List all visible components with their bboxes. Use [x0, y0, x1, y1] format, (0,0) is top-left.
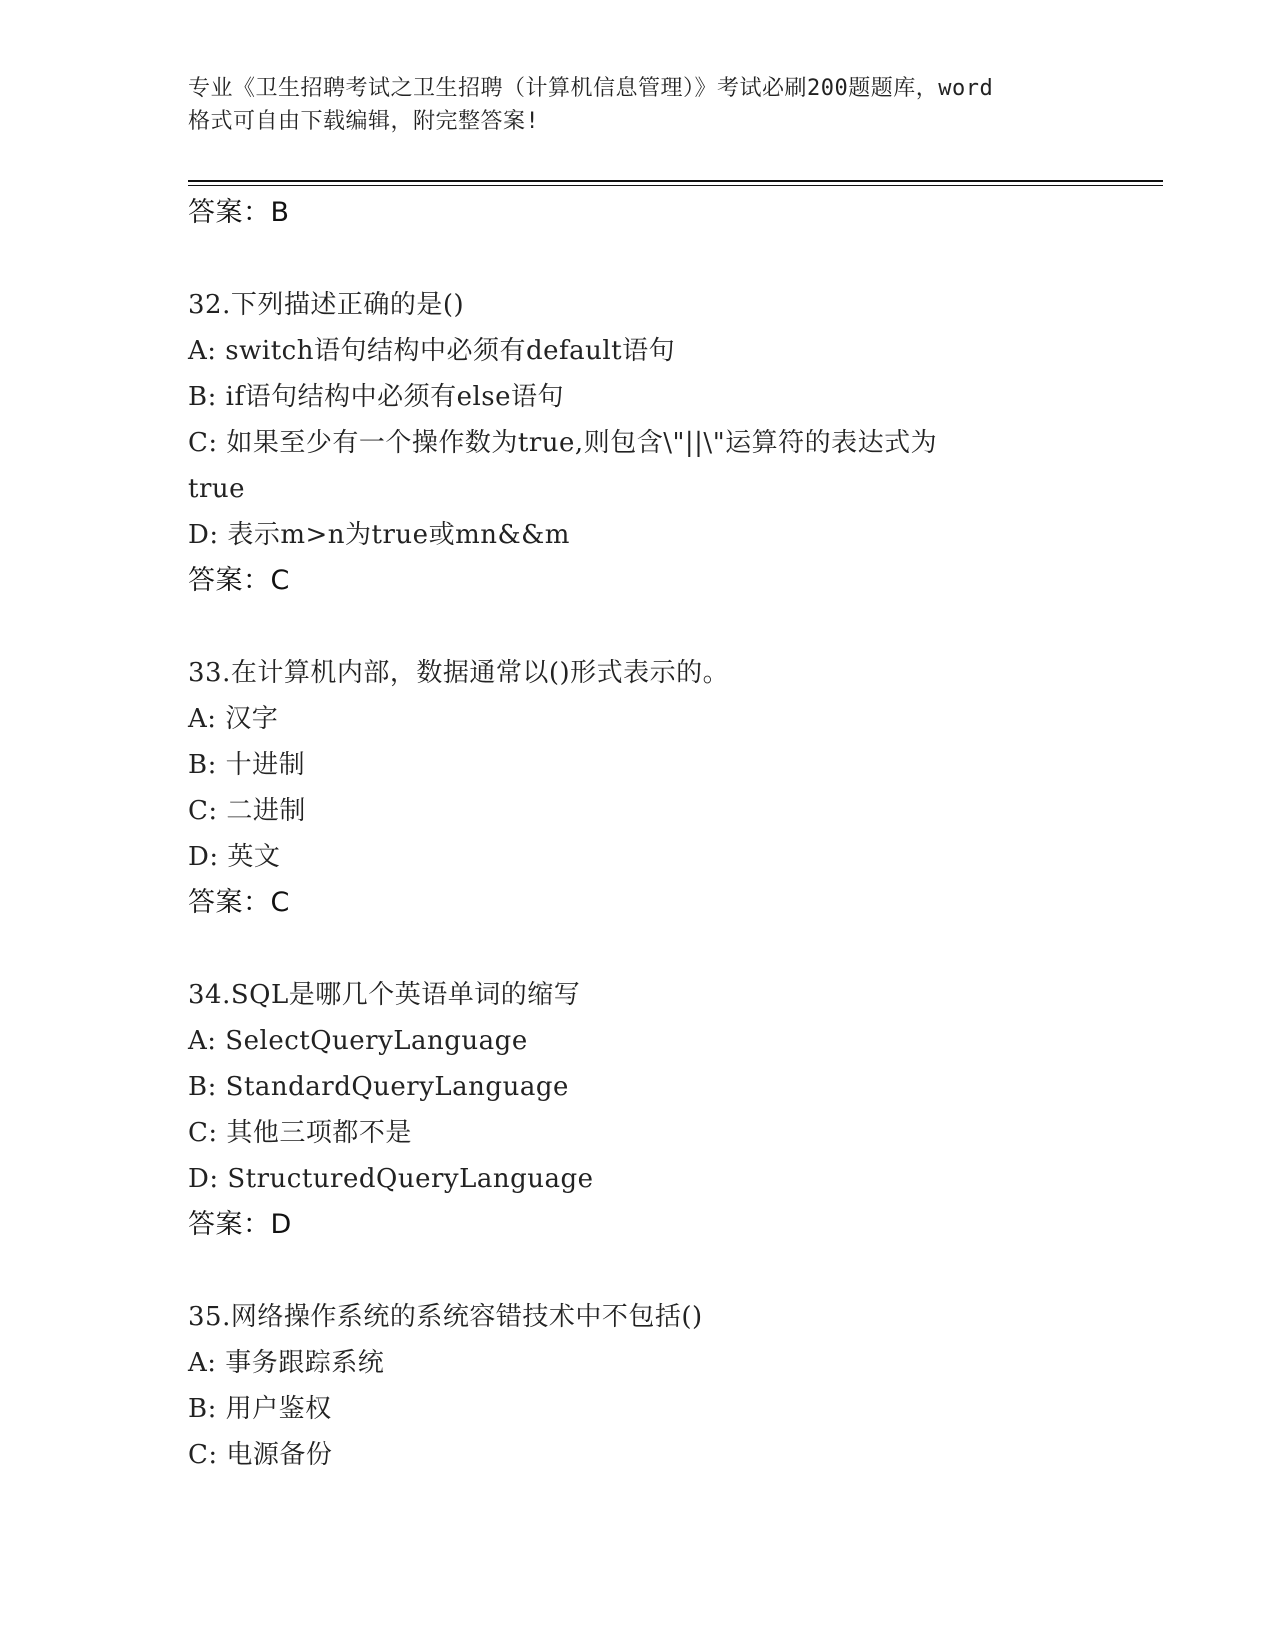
answer-line: 答案：D — [188, 1209, 292, 1240]
header-divider-thin — [188, 185, 1163, 186]
option-line: C: 如果至少有一个操作数为true,则包含\"||\"运算符的表达式为 — [188, 428, 938, 458]
header-divider-thick — [188, 180, 1163, 182]
question-stem: 33.在计算机内部，数据通常以()形式表示的。 — [188, 658, 730, 688]
question-block — [188, 1294, 1163, 1478]
document-header — [188, 72, 1088, 138]
question-block — [188, 972, 1163, 1248]
question-stem: 34.SQL是哪几个英语单词的缩写 — [188, 980, 581, 1010]
answer-line: 答案：C — [188, 565, 290, 596]
header-line-2: 格式可自由下载编辑，附完整答案! — [188, 109, 540, 134]
option-line: B: 用户鉴权 — [188, 1394, 332, 1424]
option-line: B: 十进制 — [188, 750, 306, 780]
option-line: A: 事务跟踪系统 — [188, 1348, 385, 1378]
answer-line: 答案：C — [188, 887, 290, 918]
option-line: D: StructuredQueryLanguage — [188, 1164, 594, 1194]
option-line-continued: true — [188, 474, 246, 504]
option-line: D: 英文 — [188, 842, 281, 872]
spacer — [188, 604, 1163, 650]
spacer — [188, 926, 1163, 972]
header-line-1: 专业《卫生招聘考试之卫生招聘（计算机信息管理）》考试必刷200题题库，word — [188, 76, 994, 101]
spacer — [188, 1248, 1163, 1294]
question-list — [188, 190, 1163, 1478]
option-line: C: 二进制 — [188, 796, 306, 826]
option-line: B: if语句结构中必须有else语句 — [188, 382, 565, 412]
option-line: B: StandardQueryLanguage — [188, 1072, 569, 1102]
spacer — [188, 236, 1163, 282]
option-line: A: 汉字 — [188, 704, 279, 734]
option-line: C: 电源备份 — [188, 1440, 333, 1470]
option-line: A: SelectQueryLanguage — [188, 1026, 528, 1056]
question-block — [188, 282, 1163, 604]
option-line: C: 其他三项都不是 — [188, 1118, 412, 1148]
question-block — [188, 650, 1163, 926]
option-line: A: switch语句结构中必须有default语句 — [188, 336, 676, 366]
option-line: D: 表示m>n为true或mn&&m — [188, 520, 570, 550]
question-stem: 35.网络操作系统的系统容错技术中不包括() — [188, 1302, 703, 1332]
question-stem: 32.下列描述正确的是() — [188, 290, 465, 320]
answer-line: 答案：B — [188, 197, 290, 228]
